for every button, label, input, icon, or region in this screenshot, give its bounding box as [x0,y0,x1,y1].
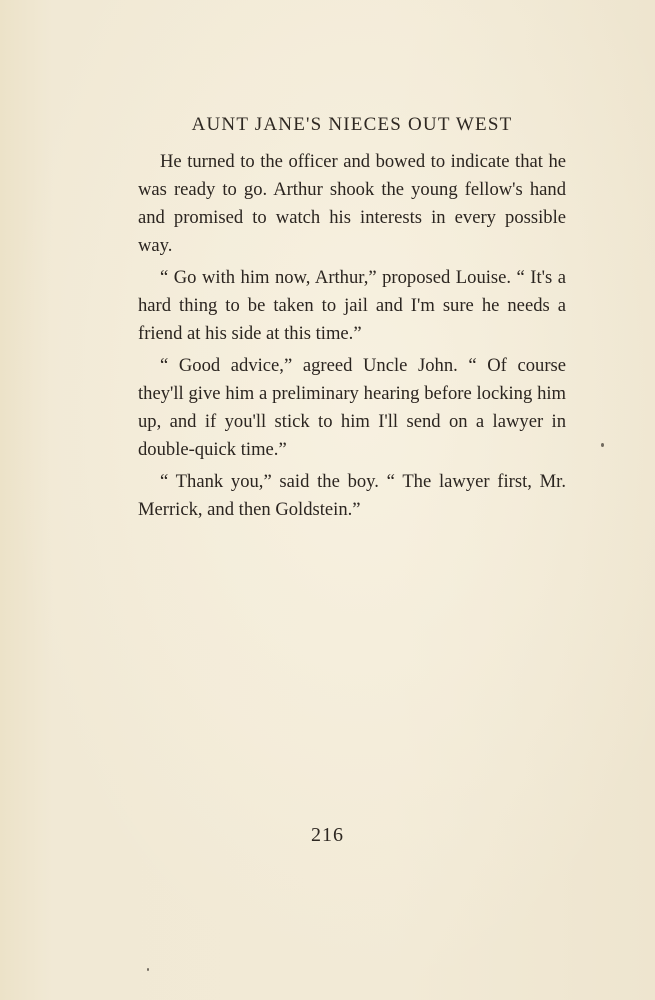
paper-speck [147,968,149,971]
running-head: AUNT JANE'S NIECES OUT WEST [191,114,513,135]
paragraph: “ Thank you,” said the boy. “ The lawyer first, Mr. Merrick, and then Goldstein.” [138,471,566,520]
page-number: 216 [311,824,344,846]
paragraph: “ Go with him now, Arthur,” proposed Louise. “ It's a hard thing to be taken to jail and I'm sure he needs a friend at his side at this time.” [138,267,566,344]
paragraph: “ Good advice,” agreed Uncle John. “ Of course they'll give him a preliminary hearing before locking him up, and if you'll stick to him I'll send on a lawyer in double-quick time.” [138,355,566,460]
body-text [138,148,566,528]
paragraph: He turned to the officer and bowed to indicate that he was ready to go. Arthur shook the young fellow's hand and promised to watch his interests in every possible way. [138,151,566,256]
paper-speck [601,443,604,447]
